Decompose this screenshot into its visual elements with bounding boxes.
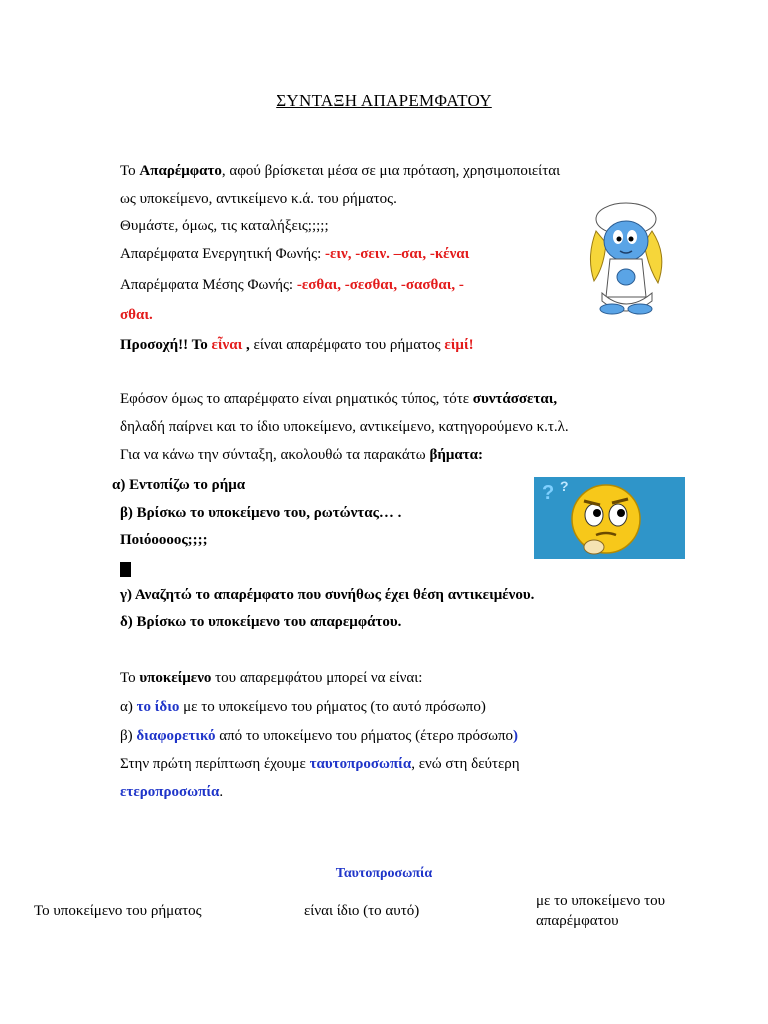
subject-text: με το υποκείμενο του ρήματος (το αυτό πρόσωπο) <box>179 699 486 715</box>
subject-option-a <box>120 698 486 716</box>
infinitive-term: Απαρέμφατο <box>139 163 222 179</box>
table-cell-2: είναι ίδιο (το αυτό) <box>304 903 420 919</box>
intro-line-3: Θυμάστε, όμως, τις καταλήξεις;;;;; <box>120 218 329 234</box>
syntax-line-1 <box>120 390 557 408</box>
subject-text: Στην πρώτη περίπτωση έχουμε <box>120 756 310 772</box>
attention-line <box>120 336 474 354</box>
table-cell-1: Το υποκείμενο του ρήματος <box>34 903 202 919</box>
black-square-mark <box>120 562 131 577</box>
closing-paren: ) <box>513 728 519 744</box>
page-title: ΣΥΝΤΑΞΗ ΑΠΑΡΕΜΦΑΤΟΥ <box>276 91 492 110</box>
syntax-line-3 <box>120 446 483 464</box>
table-cell-3a: με το υποκείμενο του <box>536 893 666 909</box>
intro-text: Το <box>120 163 140 179</box>
steps-term: βήματα: <box>429 447 484 463</box>
middle-voice-endings <box>120 276 464 294</box>
table-heading: Ταυτοπροσωπία <box>335 866 433 881</box>
svg-text:?: ? <box>560 478 569 494</box>
einai-word: εἶναι <box>211 337 247 353</box>
smurfette-image <box>582 197 674 319</box>
subject-text: , ενώ στη δεύτερη <box>411 756 520 772</box>
eimi-word: εἰμί! <box>444 337 474 353</box>
thinking-emoji-image <box>534 477 685 559</box>
subject-text: από το υποκείμενο του ρήματος (έτερο πρόσωπο <box>215 728 514 744</box>
middle-voice-endings-cont: σθαι. <box>120 307 153 323</box>
syntax-text: Εφόσον όμως το απαρέμφατο είναι ρηματικός τύπος, τότε <box>120 391 473 407</box>
table-cell-3b: απαρέμφατου <box>536 913 619 929</box>
comma: , <box>246 337 254 353</box>
endings-red: -εσθαι, -σεσθαι, -σασθαι, - <box>296 277 464 293</box>
active-voice-endings <box>120 245 469 263</box>
subject-line-1 <box>120 669 422 687</box>
subject-text: του απαρεμφάτου μπορεί να είναι: <box>211 670 423 686</box>
label-text: Απαρέμφατα Ενεργητική Φωνής: <box>120 246 325 262</box>
subject-text: Το <box>120 670 140 686</box>
option-letter: α) <box>120 699 137 715</box>
endings-red: -ειν, -σειν. –σαι, -κέναι <box>324 246 470 262</box>
subject-option-b <box>120 727 518 745</box>
svg-text:?: ? <box>542 482 555 504</box>
step-c: γ) Αναζητώ το απαρέμφατο που συνήθως έχει θέση αντικειμένου. <box>120 587 535 603</box>
intro-line-1 <box>120 162 560 180</box>
syntax-term: συντάσσεται <box>472 391 554 407</box>
step-d: δ) Βρίσκω το υποκείμενο του απαρεμφάτου. <box>120 614 402 630</box>
attention-text: Το <box>191 337 212 353</box>
label-text: Απαρέμφατα Μέσης Φωνής: <box>120 277 297 293</box>
eteroprosopia-term: ετεροπροσωπία <box>120 784 220 800</box>
same-term: το ίδιο <box>136 699 180 715</box>
step-b: β) Βρίσκω το υποκείμενο του, ρωτώντας… . <box>120 505 402 521</box>
attention-text: είναι απαρέμφατο του ρήματος <box>253 337 445 353</box>
option-letter: β) <box>120 728 137 744</box>
intro-text: , αφού βρίσκεται μέσα σε μια πρόταση, χρησιμοποιείται <box>221 163 561 179</box>
different-term: διαφορετικό <box>136 728 216 744</box>
step-a: α) Εντοπίζω το ρήμα <box>112 477 246 493</box>
subject-line-4 <box>120 755 520 773</box>
tautoprosopia-term: ταυτοπροσωπία <box>309 756 412 772</box>
period: . <box>219 784 224 800</box>
step-b-question: Ποιόοοοος;;;; <box>120 532 208 548</box>
comma: , <box>553 391 558 407</box>
attention-label: Προσοχή!! <box>120 337 192 353</box>
subject-term: υποκείμενο <box>139 670 212 686</box>
subject-line-5 <box>120 783 223 801</box>
syntax-text: Για να κάνω την σύνταξη, ακολουθώ τα παρακάτω <box>120 447 430 463</box>
intro-line-2: ως υποκείμενο, αντικείμενο κ.ά. του ρήματος. <box>120 191 397 207</box>
syntax-line-2: δηλαδή παίρνει και το ίδιο υποκείμενο, αντικείμενο, κατηγορούμενο κ.τ.λ. <box>120 419 569 435</box>
